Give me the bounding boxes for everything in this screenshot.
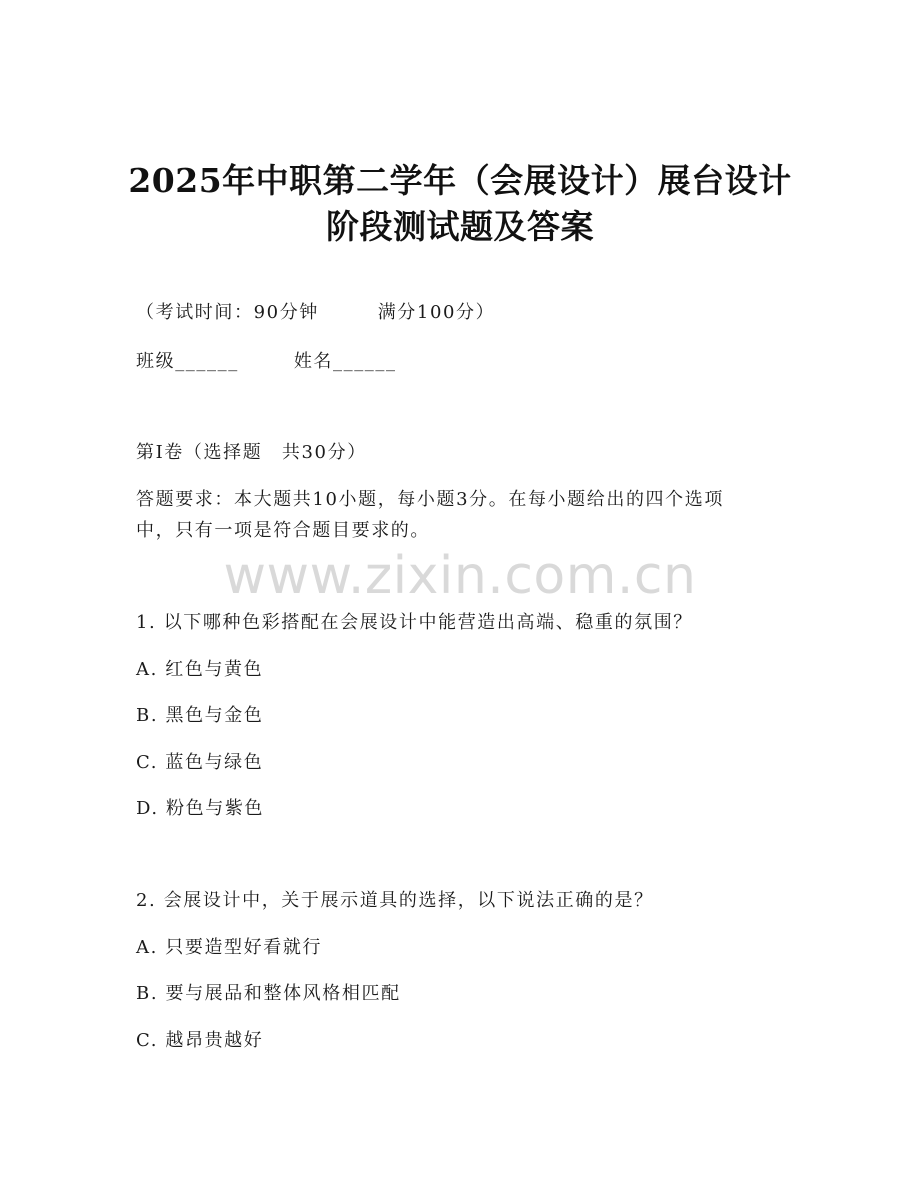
question-2-option-c: C. 越昂贵越好 xyxy=(136,1030,264,1051)
instructions-line2: 中，只有一项是符合题目要求的。 xyxy=(136,520,430,541)
question-2-option-a: A. 只要造型好看就行 xyxy=(136,937,323,958)
section-heading: 第Ⅰ卷（选择题 共30分） xyxy=(136,442,367,463)
watermark: www.zixin.com.cn xyxy=(223,546,697,606)
question-1-option-b: B. 黑色与金色 xyxy=(136,705,264,726)
document-title-line1: 2025年中职第二学年（会展设计）展台设计 xyxy=(128,161,792,200)
instructions-line1: 答题要求：本大题共10小题，每小题3分。在每小题给出的四个选项 xyxy=(136,489,724,510)
question-2-stem: 2. 会展设计中，关于展示道具的选择，以下说法正确的是？ xyxy=(136,890,654,911)
student-info-row xyxy=(136,353,397,371)
class-label: 班级______ xyxy=(136,351,239,372)
question-2-option-b: B. 要与展品和整体风格相匹配 xyxy=(136,983,401,1004)
name-label: 姓名______ xyxy=(293,351,397,372)
document-title-line2: 阶段测试题及答案 xyxy=(326,207,594,246)
question-1-option-d: D. 粉色与紫色 xyxy=(136,798,265,819)
question-1-stem: 1. 以下哪种色彩搭配在会展设计中能营造出高端、稳重的氛围？ xyxy=(136,612,693,633)
question-1-option-c: C. 蓝色与绿色 xyxy=(136,752,264,773)
exam-info: （考试时间：90分钟 满分100分） xyxy=(136,302,496,323)
question-1-option-a: A. 红色与黄色 xyxy=(136,659,264,680)
